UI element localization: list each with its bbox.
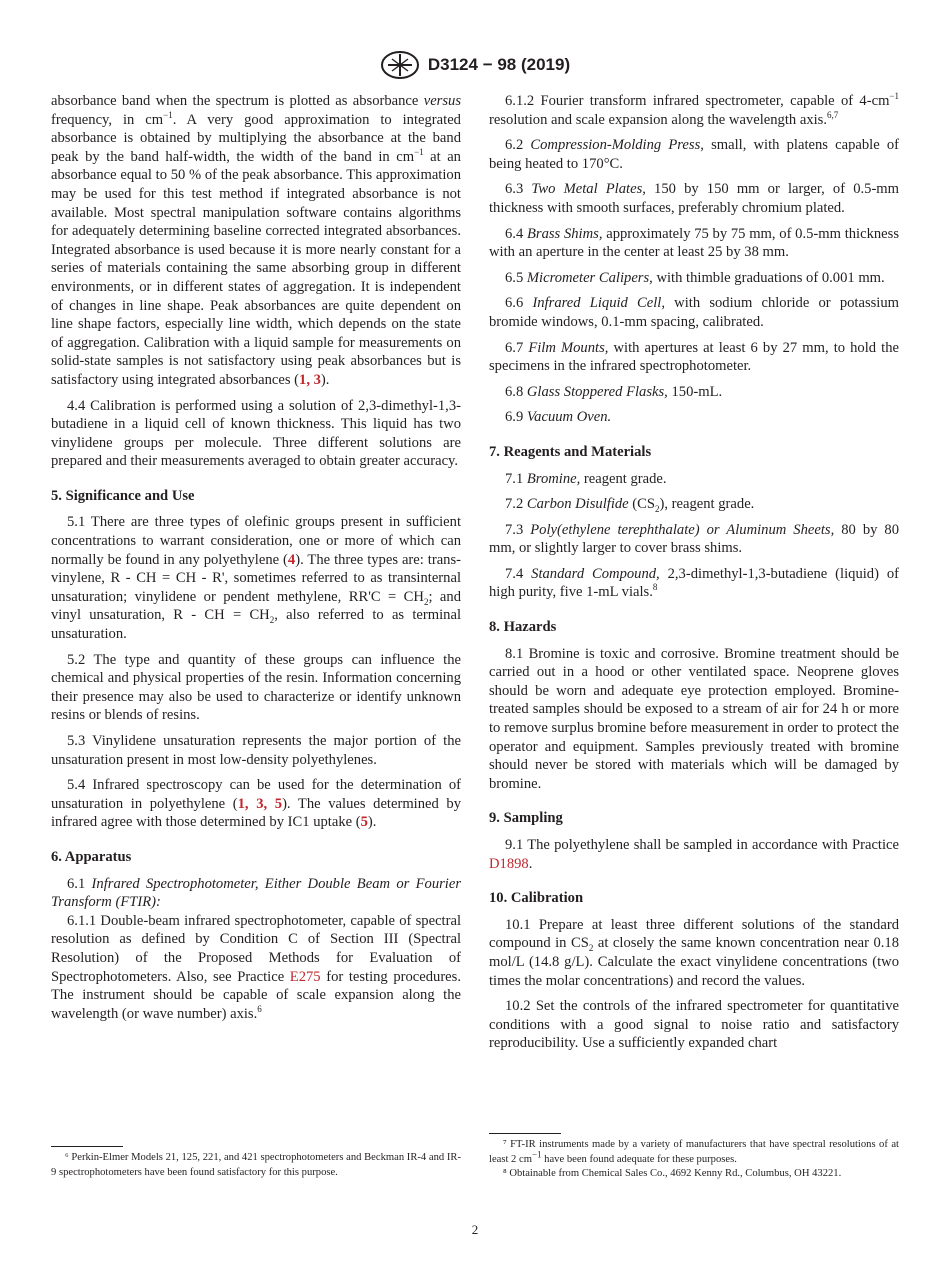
paragraph-6-6: 6.6 Infrared Liquid Cell, with sodium chloride or potassium bromide windows, 0.1-mm spacing, calibrated. [489,295,900,330]
paragraph-10-1: 10.1 Prepare at least three different solutions of the standard compound in $CS_2$ at closely the same known concentration near 0.18 mol/L (14.8 g/L). Calculate the exact vinylidene concentrations (two times the molar concentrations) and record the values. [489,916,900,989]
paragraph-4-3-continued: absorbance band when the spectrum is plotted as absorbance versus frequency, in $cm^{-1}$. A very good approximation to integrated absorbance is obtained by multiplying the absorbance at the band peak by the band half-width, the width of the band in $cm^{-1}$ at an absorbance equal to 50 % of the peak absorbance. This approximation may be used for this test method if integrated absorbance is not available. Most spectral manipulation software contains algorithms for adequately determining baseline corrected integrated absorbances. Integrated absorbance is used because it is more nearly constant for a series of materials containing the same absorbing group in different environments, or in different states of aggregation. It is independent of changes in line shape. Peak absorbances are quite dependent on line shape factors, especially line width, which depends on the state of aggregation. Calibration with a liquid sample for measurements on solid-state samples is not satisfactory using peak absorbances but is satisfactory using integrated absorbances (1, 3). [51,93,462,388]
paragraph-10-2: 10.2 Set the controls of the infrared spectrometer for quantitative conditions with a good signal to noise ratio and satisfactory reproducibility. Use a sufficiently expanded chart [489,998,899,1052]
paragraph-7-2: 7.2 Carbon Disulfide $(CS_2)$, reagent grade. [505,496,755,514]
reference-link[interactable]: 3 [313,371,321,388]
footnote-divider-left [51,1146,123,1147]
left-column [51,92,461,1030]
paragraph-6-9: 6.9 Vacuum Oven. [505,409,612,426]
paragraph-6-5: 6.5 Micrometer Calipers, with thimble graduations of 0.001 mm. [505,269,885,286]
paragraph-7-3: 7.3 Poly(ethylene terephthalate) or Aluminum Sheets, 80 by 80 mm, or slightly larger to cover brass shims. [489,521,900,557]
reference-link[interactable]: 1 [299,371,307,388]
paragraph-4-4: 4.4 Calibration is performed using a solution of 2,3-dimethyl-1,3-butadiene in a liquid cell of known thickness. This liquid has two vinylidene groups per molecule. Three different solutions are prepared and their measurements averaged to obtain greater accuracy. [51,397,461,470]
page-number: 2 [471,1222,479,1237]
section-heading-8: 8. Hazards [489,619,557,636]
footnote-7: ⁷ FT-IR instruments made by a variety of manufacturers that have spectral resolutions of at least 2 $cm^{-1}$ have been found adequate for these purposes. [489,1139,899,1165]
section-heading-7: 7. Reagents and Materials [489,443,652,460]
paragraph-9-1: 9.1 The polyethylene shall be sampled in accordance with Practice D1898. [489,837,899,872]
paragraph-6-7: 6.7 Film Mounts, with apertures at least 6 by 27 mm, to hold the specimens in the infrared spectrophotometer. [489,339,899,375]
standard-link-d1898[interactable]: D1898 [489,855,529,872]
footnotes-left [51,1151,461,1180]
section-heading-10: 10. Calibration [489,890,584,907]
reference-link[interactable]: 5 [360,814,368,831]
page-header [0,50,950,80]
reference-link[interactable]: 5 [274,795,283,812]
paragraph-6-1: 6.1 Infrared Spectrophotometer, Either Double Beam or Fourier Transform (FTIR): [51,875,462,911]
footnote-divider-right [489,1133,561,1134]
standard-link-e275[interactable]: E275 [289,968,321,985]
reference-link[interactable]: 1 [237,795,245,812]
paragraph-6-2: 6.2 Compression-Molding Press, small, with platens capable of being heated to 170°C. [489,137,899,172]
paragraph-5-1: 5.1 There are three types of olefinic groups present in sufficient concentrations to warrant consideration, one or more of which can normally be found in any polyethylene (4). The three types are: trans-vinylene, R - CH = CH - R', sometimes referred to as transinternal unsaturation; vinylidene or pendent methylene, $RR'C = CH_2$; and vinyl unsaturation, R - CH = $CH_2$, also referred to as terminal unsaturation. [51,514,462,643]
section-heading-9: 9. Sampling [489,810,563,827]
document-id: D3124 − 98 (2019) [427,55,571,74]
section-heading-5: 5. Significance and Use [51,487,195,504]
reference-link[interactable]: 4 [287,551,296,568]
paragraph-8-1: 8.1 Bromine is toxic and corrosive. Bromine treatment should be carried out in a hood or other ventilated space. Neoprene gloves should be worn and adequate eye protection employed. Bromine-treated samples should be exposed to a stream of air for 24 h or more to remove surplus bromine before measurement in order to protect the operator and equipment. Samples previously treated with bromine should never be stored with materials which will be damaged by bromine. [489,645,899,792]
paragraph-7-1: 7.1 Bromine, reagent grade. [505,470,667,487]
footnote-6: ⁶ Perkin-Elmer Models 21, 125, 221, and 421 spectrophotometers and Beckman IR-4 and IR-9 spectrophotometers have been found satisfactory for this purpose. [51,1152,461,1178]
paragraph-6-8: 6.8 Glass Stoppered Flasks, 150-mL. [505,383,723,400]
footnotes-right [489,1138,899,1182]
footnote-8: ⁸ Obtainable from Chemical Sales Co., 4692 Kenny Rd., Columbus, OH 43221. [503,1168,842,1179]
paragraph-5-3: 5.3 Vinylidene unsaturation represents the major portion of the unsaturation present in most low-density polyethylenes. [51,733,461,768]
paragraph-7-4: 7.4 Standard Compound, 2,3-dimethyl-1,3-butadiene (liquid) of high purity, five 1-mL vials.$^8$ [489,565,900,601]
astm-logo-icon [380,50,420,80]
paragraph-6-3: 6.3 Two Metal Plates, 150 by 150 mm or larger, of 0.5-mm thickness with smooth surfaces, preferably chromium plated. [489,181,900,216]
paragraph-5-2: 5.2 The type and quantity of these groups can influence the chemical and physical properties of the resin. Information concerning their presence may also be used to characterize or identify unknown resins or blends of resins. [51,651,461,724]
paragraph-6-4: 6.4 Brass Shims, approximately 75 by 75 mm, of 0.5-mm thickness with an aperture in the center at least 25 by 38 mm. [489,225,900,261]
reference-link[interactable]: 3 [256,795,264,812]
paragraph-6-1-2: 6.1.2 Fourier transform infrared spectrometer, capable of $4-cm^{-1}$ resolution and scale expansion along the wavelength axis.$^{6,7}$ [489,91,899,128]
paragraph-5-4: 5.4 Infrared spectroscopy can be used for the determination of unsaturation in polyethylene (1, 3, 5). The values determined by infrared agree with those determined by IC1 uptake (5). [51,777,462,831]
paragraph-6-1-1: 6.1.1 Double-beam infrared spectrophotometer, capable of spectral resolution as defined by Condition C of Section III (Spectral Resolution) of the Proposed Methods for Evaluation of Spectrophotometers. Also, see Practice E275 for testing procedures. The instrument should be capable of scale expansion along the wavelength (or wave number) axis.$^6$ [51,912,461,1022]
section-heading-6: 6. Apparatus [51,848,132,865]
right-column [489,92,899,1060]
